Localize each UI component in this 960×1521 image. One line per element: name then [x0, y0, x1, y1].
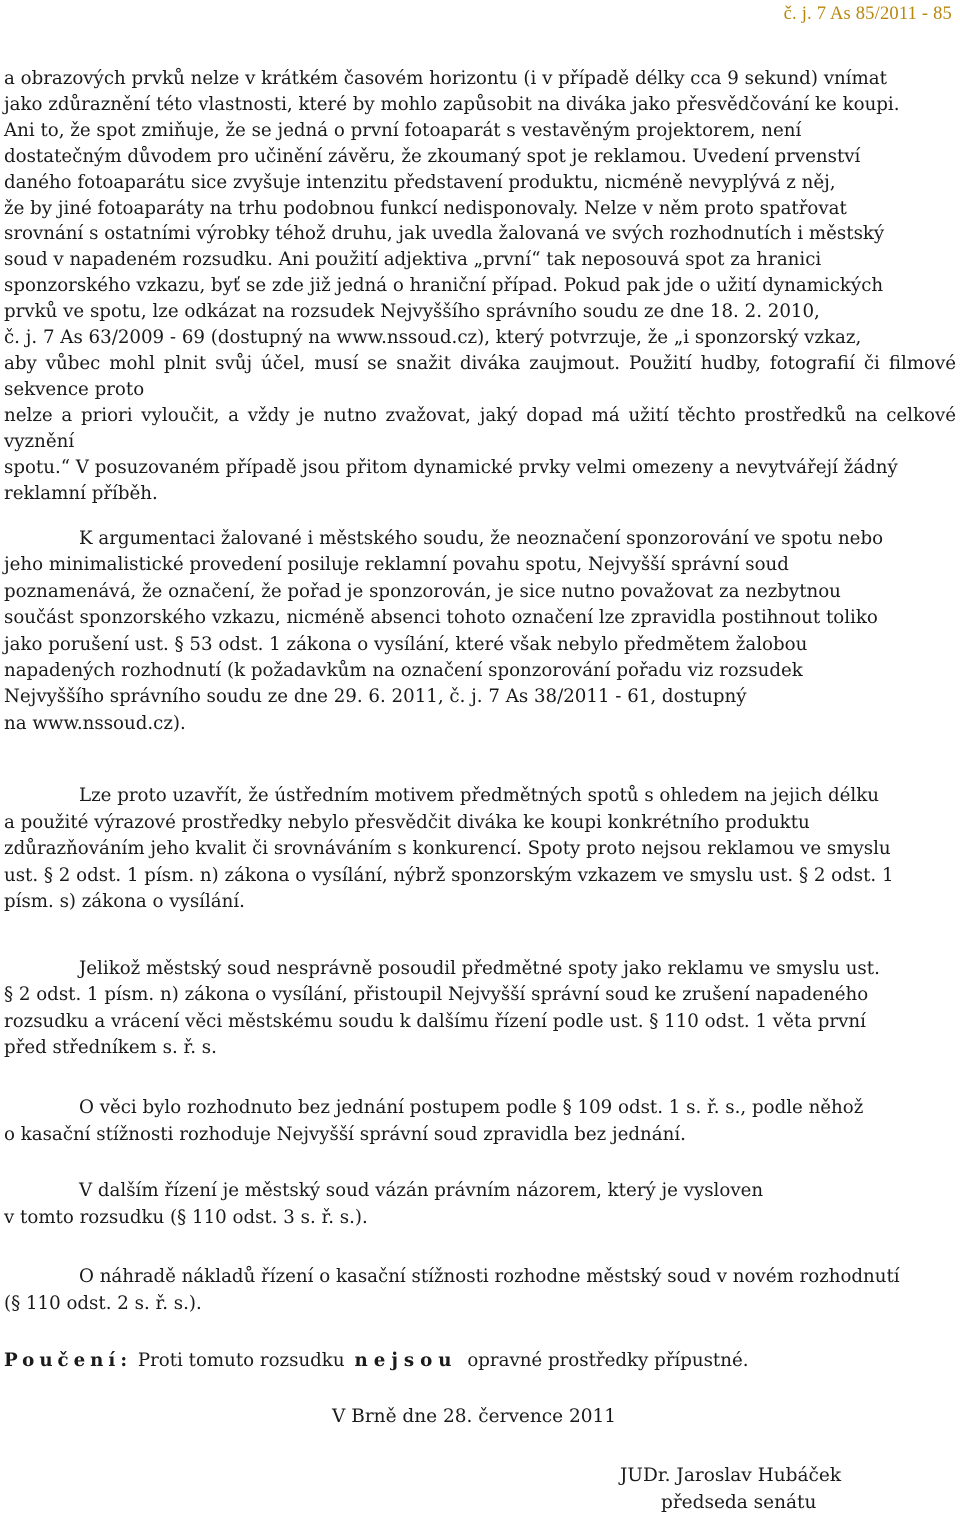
paragraph-7: O náhradě nákladů řízení o kasační stížnosti rozhodne městský soud v novém rozhodnutí (§ 110 odst. 2 s. ř. s.).: [4, 1266, 900, 1314]
paragraph-4: Jelikož městský soud nesprávně posoudil předmětné spoty jako reklamu ve smyslu ust. § 2 odst. 1 písm. n) zákona o vysílání, přistoupil Nejvyšší správní soud ke zrušení napadeného rozsudku a vrácení věci městskému soudu k dalšímu řízení podle ust. § 110 odst. 1 věta první před středníkem s. ř. s.: [4, 958, 880, 1058]
instruction-text-before: Proti tomuto rozsudku: [137, 1350, 345, 1371]
instruction-line: [4, 1348, 956, 1374]
instruction-label: Poučení:: [4, 1350, 133, 1371]
paragraph-5: O věci bylo rozhodnuto bez jednání postupem podle § 109 odst. 1 s. ř. s., podle něhož o kasační stížnosti rozhoduje Nejvyšší správní soud zpravidla bez jednání.: [4, 1097, 864, 1145]
paragraph-1: a obrazových prvků nelze v krátkém časovém horizontu (i v případě délky cca 9 sekund) vnímat jako zdůraznění této vlastnosti, které by mohlo zapůsobit na diváka jako přesvědčování ke koupi. Ani to, že spot zmiňuje, že se jedná o první fotoaparát s vestavěným projektorem, není dostatečným důvodem pro učinění závěru, že zkoumaný spot je reklamou. Uvedení prvenství daného fotoaparátu sice zvyšuje intenzitu představení produktu, nicméně nevyplývá z něj, že by jiné fotoaparáty na trhu podobnou funkcí nedisponovaly. Nelze v něm proto spatřovat srovnání s ostatními výrobky téhož druhu, jak uvedla žalovaná ve svých rozhodnutích i městský soud v napadeném rozsudku. Ani použití adjektiva „první“ tak neposouvá spot za hranici sponzorského vzkazu, byť se zde již jedná o hraniční případ. Pokud pak jde o užití dynamických prvků ve spotu, lze odkázat na rozsudek Nejvyššího správního soudu ze dne 18. 2. 2010, č. j. 7 As 63/2009 - 69 (dostupný na www.nssoud.cz), který potvrzuje, že „i sponzorský vzkaz, aby vůbec mohl plnit svůj účel, musí se snažit diváka zaujmout. Použití hudby, fotografií či filmové sekvence proto nelze a priori vyloučit, a vždy je nutno zvažovat, jaký dopad má užití těchto prostředků na celkové vyznění spotu.“ V posuzovaném případě jsou přitom dynamické prvky velmi omezeny a nevytvářejí žádný reklamní příběh.: [4, 68, 956, 504]
signer-role: předseda senátu: [661, 1492, 817, 1513]
instruction-emphasis: nejsou: [354, 1350, 458, 1371]
paragraph-2: K argumentaci žalované i městského soudu, že neoznačení sponzorování ve spotu nebo jeho minimalistické provedení posiluje reklamní povahu spotu, Nejvyšší správní soud poznamenává, že označení, že pořad je sponzorován, je sice nutno považovat za nezbytnou součást sponzorského vzkazu, nicméně absenci tohoto označení lze zpravidla postihnout toliko jako porušení ust. § 53 odst. 1 zákona o vysílání, které však nebylo předmětem žalobou napadených rozhodnutí (k požadavkům na označení sponzorování pořadu viz rozsudek Nejvyššího správního soudu ze dne 29. 6. 2011, č. j. 7 As 38/2011 - 61, dostupný na www.nssoud.cz).: [4, 528, 884, 734]
case-reference: č. j. 7 As 85/2011 - 85: [783, 4, 952, 24]
paragraph-6: V dalším řízení je městský soud vázán právním názorem, který je vysloven v tomto rozsudku (§ 110 odst. 3 s. ř. s.).: [4, 1180, 764, 1228]
instruction-text-after: opravné prostředky přípustné.: [467, 1350, 749, 1371]
signature-block: [620, 1462, 841, 1516]
paragraph-3: Lze proto uzavřít, že ústředním motivem předmětných spotů s ohledem na jejich délku a použité výrazové prostředky nebylo přesvědčit diváka ke koupi konkrétního produktu zdůrazňováním jeho kvalit či srovnáváním s konkurencí. Spoty proto nejsou reklamou ve smyslu ust. § 2 odst. 1 písm. n) zákona o vysílání, nýbrž sponzorským vzkazem ve smyslu ust. § 2 odst. 1 písm. s) zákona o vysílání.: [4, 785, 894, 913]
signer-name: JUDr. Jaroslav Hubáček: [620, 1465, 842, 1486]
place-and-date: V Brně dne 28. července 2011: [332, 1406, 617, 1427]
